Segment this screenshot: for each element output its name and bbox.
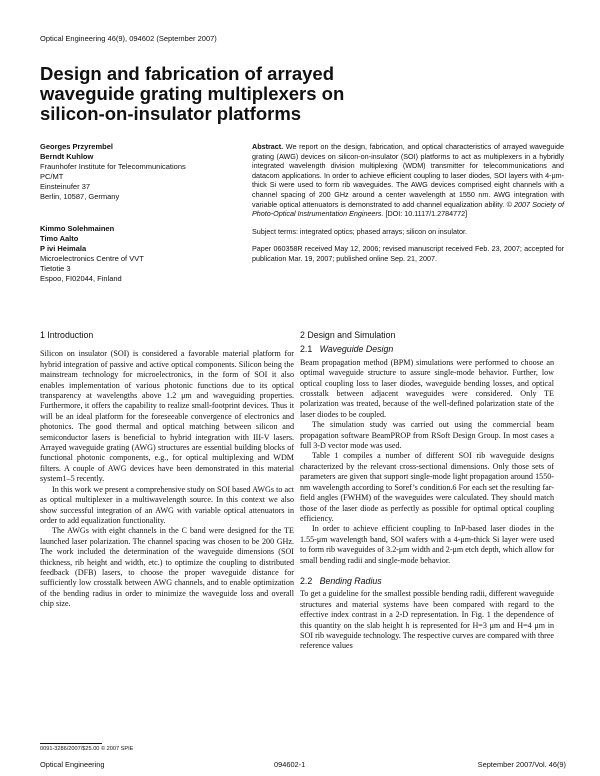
body-paragraph: To get a guideline for the smallest possible bending radii, different waveguide structures and material systems have been compared with regard to the effective index contrast in a 2-D representation. In Fig. 1 the dependence of this quantity on the slab height h is represented for H=3 μm and H=4 μm in SOI rib waveguide technology. The respective curves are compared with three reference values <box>300 589 554 651</box>
footnote-rule <box>40 743 102 744</box>
subsection-title: Bending Radius <box>319 575 382 586</box>
abstract-doi: [DOI: 10.1117/1.2784772] <box>385 209 468 219</box>
subject-terms: Subject terms: integrated optics; phased arrays; silicon on insulator. <box>252 226 467 236</box>
body-paragraph: In this work we present a comprehensive study on SOI based AWGs to act as optical multiplexer in a multiwavelength source. In this context we also show successful integration of an AWG with variable optical attenuators in order to add equalization functionality. <box>40 484 294 525</box>
author-group-2 <box>40 224 250 284</box>
abstract-copyright: © 2007 Society of Photo-Optical Instrumentation Engineers. <box>252 199 565 219</box>
body-paragraph: Beam propagation method (BPM) simulations were performed to choose an optimal waveguide structure to assure single-mode behavior. Further, low optical coupling loss to laser diodes, waveguide bending losses, and optical crosstalk between adjacent waveguides were considered. Only TE polarization was treated, because of the well-defined polarization state of the laser diodes to be coupled. <box>300 357 554 419</box>
body-paragraph: Silicon on insulator (SOI) is considered a favorable material platform for hybrid integration of passive and active optical components. Silicon being the mainstream technology for microelectronics, in the form of SOI it also enables implementation of various photonic functions due to its optical transparency at wavelengths above 1.2 μm and waveguiding properties. Furthermore, it offers the capability to realize small-footprint devices. Thus it will be an ideal platform for the foreseeable convergence of electronics and photonics. The good thermal and optical matching between silicon and semiconductor lasers is beneficial to hybrid integration with III-V lasers. Arrayed waveguide grating (AWG) structures are essential building blocks of functional photonic components, e.g., for optical multiplexing and WDM filters. A couple of AWG devices have been demonstrated in this material system1–5 recently. <box>40 349 294 484</box>
body-paragraph: In order to achieve efficient coupling to InP-based laser diodes in the 1.55-μm wavelength band, SOI wafers with a 4-μm-thick Si layer were used to form rib waveguides of 3.2-μm width and 2-μm etch depth, which allow for small bending radii and single-mode behavior. <box>300 524 554 565</box>
running-head: Optical Engineering 46(9), 094602 (September 2007) <box>40 34 217 43</box>
footer-page-number: 094602-1 <box>274 760 306 769</box>
subsection-heading-bending-radius <box>300 576 554 586</box>
author-name: Timo Aalto <box>40 234 79 243</box>
author-name: Kimmo Solehmainen <box>40 224 115 233</box>
affiliation-line: Microelectronics Centre of VVT <box>40 254 144 263</box>
paper-history: Paper 060358R received May 12, 2006; revised manuscript received Feb. 23, 2007; accepted for publication Mar. 19, 2007; published online Sep. 21, 2007. <box>252 244 564 263</box>
affiliation-line: Tietotie 3 <box>40 264 71 273</box>
affiliation-line: Berlin, 10587, Germany <box>40 192 120 201</box>
subsection-number: 2.2 <box>300 575 313 586</box>
footnote-issn: 0091-3286/2007/$25.00 © 2007 SPIE <box>40 746 134 752</box>
affiliation-line: PC/MT <box>40 172 64 181</box>
author-name: Georges Przyrembel <box>40 142 113 151</box>
author-name: Berndt Kuhlow <box>40 152 94 161</box>
author-group-1 <box>40 142 250 202</box>
author-name: P ivi Heimala <box>40 244 87 253</box>
affiliation-line: Espoo, FI02044, Finland <box>40 274 122 283</box>
subsection-number: 2.1 <box>300 344 313 355</box>
abstract-section <box>252 142 564 264</box>
footer-journal: Optical Engineering <box>40 760 105 769</box>
subsection-heading-waveguide-design <box>300 344 554 354</box>
left-column <box>40 330 294 610</box>
section-heading-introduction: 1 Introduction <box>40 330 94 340</box>
affiliation-line: Einsteinufer 37 <box>40 182 91 191</box>
paper-title: Design and fabrication of arrayed waveguide grating multiplexers on silicon-on-insulator platforms <box>40 63 345 124</box>
body-paragraph: The simulation study was carried out using the commercial beam propagation software BeamPROP from RSoft Design Group. In most cases a full 3-D vector mode was used. <box>300 420 554 451</box>
body-paragraph: Table 1 compiles a number of different SOI rib waveguide designs characterized by the relevant cross-sectional dimensions. Only those sets of parameters are given that support single-mode light propagation around 1550-nm wavelength according to Soref’s condition.6 For each set the resulting far-field angles (FWHM) of the waveguides were calculated. They should match those of the laser diode as perfectly as possible for optimal optical coupling efficiency. <box>300 451 554 523</box>
body-paragraph: The AWGs with eight channels in the C band were designed for the TE launched laser polarization. The channel spacing was chosen to be 200 GHz. The work included the determination of the waveguide dimensions (SOI thickness, rib height and width, etc.) to optimize the coupling to distributed feedback (DFB) lasers, to choose the proper waveguide distance for sufficiently low crosstalk between AWG channels, and to enable optimization of the bending radius in order to minimize the waveguide loss and overall chip size. <box>40 526 294 609</box>
right-column <box>300 330 554 652</box>
abstract-text: We report on the design, fabrication, and optical characteristics of arrayed waveguide grating (AWG) devices on silicon-on-insulator (SOI) platforms to act as multiplexers in a hybridly integrated wavelength division multiplexing (WDM) transmitter for telecommunications and datacom applications. In order to achieve efficient coupling to laser diodes, SOI layers with 4-μm-thick Si were used to form rib waveguides. The AWG devices comprised eight channels with a channel spacing of 200 GHz around a center wavelength at 1550 nm. AWG integration with variable optical attenuators is demonstrated to add channel equalization ability. <box>252 142 564 209</box>
abstract-label: Abstract. <box>252 142 284 151</box>
section-heading-design: 2 Design and Simulation <box>300 330 396 340</box>
author-block <box>40 142 250 306</box>
abstract-paragraph <box>252 142 564 219</box>
subsection-title: Waveguide Design <box>319 344 394 355</box>
affiliation-line: Fraunhofer Institute for Telecommunications <box>40 162 186 171</box>
footer-issue: September 2007/Vol. 46(9) <box>477 760 566 769</box>
